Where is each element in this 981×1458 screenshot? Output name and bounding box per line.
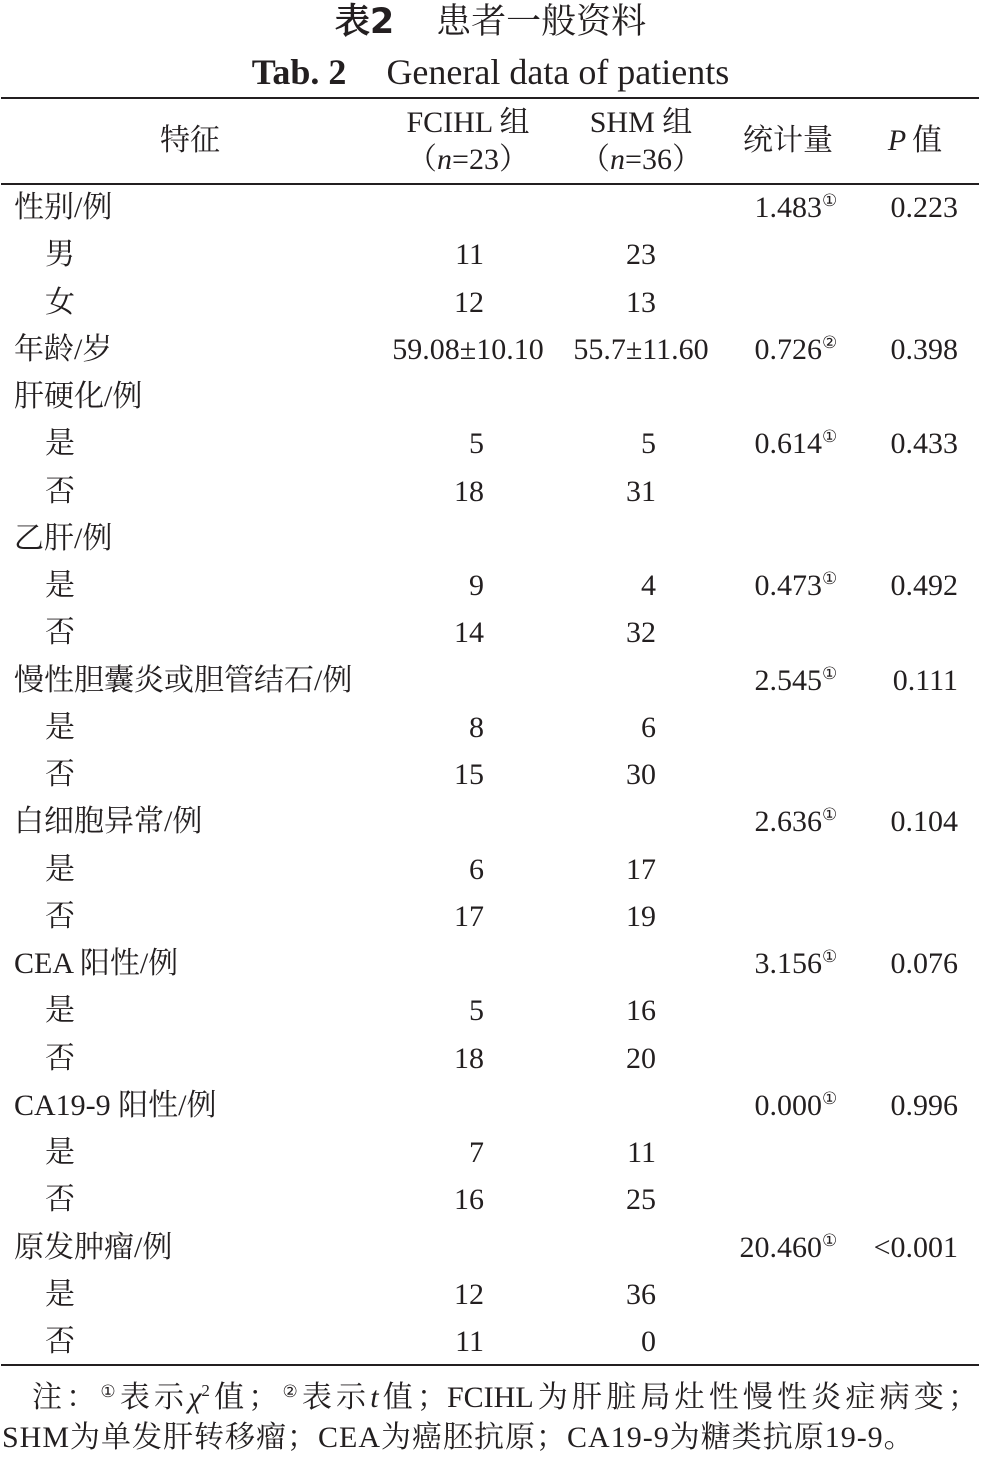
fcihl-value: 12: [454, 285, 484, 319]
statistic-type-mark: ①: [822, 427, 838, 448]
table-body: [0, 184, 981, 1365]
statistic-value: 0.614: [754, 427, 822, 461]
table-row: [0, 468, 981, 515]
table-notes: [2, 1378, 978, 1458]
subcategory-label: 否: [45, 899, 75, 933]
note-fcihl-definition: FCIHL为肝脏局灶性慢性炎症病变；: [446, 1381, 979, 1414]
category-label: 性别/例: [14, 191, 113, 224]
category-label: CEA 阳性/例: [14, 947, 179, 980]
table-row: [0, 1035, 981, 1082]
p-value: 0.076: [890, 947, 958, 980]
fcihl-value: 14: [454, 616, 484, 650]
subcategory-label: 是: [45, 1277, 75, 1311]
table-row: [0, 515, 981, 562]
fcihl-value: 15: [454, 758, 484, 791]
category-label: 乙肝/例: [14, 521, 113, 555]
p-label: 值: [912, 124, 943, 157]
table-row: [0, 1176, 981, 1223]
header-shm-group: [560, 104, 722, 178]
p-value: 0.104: [890, 805, 958, 839]
table-row: [0, 609, 981, 656]
header-shm-count: [560, 141, 722, 178]
statistic-type-mark: ①: [822, 663, 838, 684]
table-row: [0, 1224, 981, 1271]
table-number-chinese: 表2: [334, 2, 395, 42]
note-mark-2: ②: [278, 1382, 302, 1402]
header-fcihl-label: FCIHL 组: [406, 106, 530, 139]
n-variable: n: [610, 143, 626, 176]
statistic-type-mark: ①: [822, 947, 838, 967]
table-row: [0, 893, 981, 940]
statistic-value: 0.000: [754, 1088, 822, 1122]
table-title-chinese: 患者一般资料: [436, 2, 647, 42]
table-number-english: Tab. 2: [251, 52, 347, 92]
table-row: [0, 231, 981, 278]
table-row: [0, 987, 981, 1034]
fcihl-value: 59.08±10.10: [392, 332, 544, 366]
note-line-2: SHM为单发肝转移瘤；CEA为癌胚抗原；CA19-9为糖类抗原19-9。: [2, 1421, 915, 1454]
table-row: [0, 751, 981, 798]
p-value: 0.398: [890, 332, 958, 366]
table-row: [0, 798, 981, 845]
fcihl-value: 8: [469, 710, 484, 744]
fcihl-value: 6: [469, 852, 484, 886]
note-text: 表示: [301, 1381, 371, 1414]
fcihl-value: 9: [469, 569, 484, 602]
p-value: 0.433: [890, 427, 958, 461]
shm-value: 30: [626, 758, 656, 791]
statistic-value: 20.460: [739, 1230, 822, 1264]
shm-value: 13: [626, 285, 656, 319]
subcategory-label: 是: [45, 994, 75, 1028]
subcategory-label: 是: [45, 852, 75, 886]
shm-value: 17: [626, 852, 656, 886]
table-caption-english: [0, 50, 981, 94]
subcategory-label: 否: [45, 474, 75, 508]
header-fcihl-count: [385, 141, 551, 178]
note-line-1: [2, 1378, 978, 1418]
statistic-type-mark: ①: [822, 191, 838, 211]
statistic-value: 1.483: [754, 191, 822, 224]
statistic-cell: [690, 798, 840, 845]
statistic-cell: [690, 1082, 840, 1129]
subcategory-label: 是: [45, 710, 75, 744]
p-variable: P: [887, 124, 907, 157]
chi-power: 2: [201, 1381, 210, 1400]
shm-value: 55.7±11.60: [573, 332, 709, 366]
category-label: 慢性胆囊炎或胆管结石/例: [14, 663, 353, 697]
category-label: CA19-9 阳性/例: [14, 1088, 217, 1122]
table-row: [0, 1082, 981, 1129]
shm-value: 32: [626, 616, 656, 650]
shm-value: 23: [626, 238, 656, 272]
shm-value: 4: [641, 569, 656, 602]
p-value: 0.492: [890, 569, 958, 602]
fcihl-value: 7: [469, 1136, 484, 1169]
table-row: [0, 420, 981, 467]
statistic-value: 2.636: [754, 805, 822, 839]
subcategory-label: 是: [45, 569, 75, 602]
fcihl-value: 11: [455, 1325, 484, 1358]
header-statistic: 统计量: [743, 124, 833, 157]
shm-value: 11: [627, 1136, 656, 1169]
category-label: 原发肿瘤/例: [14, 1230, 173, 1264]
table-row: [0, 373, 981, 420]
statistic-cell: [690, 562, 840, 609]
statistic-cell: [690, 1224, 840, 1271]
table-row: [0, 562, 981, 609]
fcihl-value: 18: [454, 1041, 484, 1075]
fcihl-value: 16: [454, 1183, 484, 1217]
shm-value: 36: [626, 1277, 656, 1311]
statistic-type-mark: ①: [822, 805, 838, 826]
statistic-value: 0.473: [754, 569, 822, 602]
subcategory-label: 否: [45, 758, 75, 791]
statistic-type-mark: ①: [822, 569, 838, 589]
p-value: <0.001: [873, 1230, 958, 1264]
table-caption-chinese: [0, 0, 981, 44]
shm-value: 31: [626, 474, 656, 508]
statistic-cell: [690, 184, 840, 231]
statistic-cell: [690, 420, 840, 467]
category-label: 肝硬化/例: [14, 380, 143, 413]
paren-open: （: [407, 143, 438, 176]
shm-value: 25: [626, 1183, 656, 1217]
note-text: 值；: [209, 1381, 279, 1414]
count-value: =23）: [452, 143, 529, 176]
table-title-english: General data of patients: [386, 52, 730, 92]
statistic-value: 0.726: [754, 332, 822, 366]
shm-value: 0: [641, 1325, 656, 1358]
subcategory-label: 否: [45, 1183, 75, 1217]
table-row: [0, 184, 981, 231]
p-value: 0.111: [892, 663, 958, 697]
note-text: 表示: [119, 1381, 189, 1414]
category-label: 年龄/岁: [14, 332, 113, 366]
t-symbol: t: [370, 1381, 379, 1414]
chi-symbol: χ: [188, 1381, 202, 1414]
header-p-value: [866, 104, 964, 178]
table-row: [0, 1129, 981, 1176]
table-row: [0, 657, 981, 704]
shm-value: 5: [641, 427, 656, 461]
table-row: [0, 704, 981, 751]
subcategory-label: 是: [45, 427, 75, 461]
note-label: 注：: [32, 1381, 101, 1414]
table-row: [0, 279, 981, 326]
count-value: =36）: [625, 143, 702, 176]
n-variable: n: [437, 143, 453, 176]
fcihl-value: 11: [455, 238, 484, 272]
statistic-value: 2.545: [754, 663, 822, 697]
table-row: [0, 326, 981, 373]
shm-value: 20: [626, 1041, 656, 1075]
fcihl-value: 5: [469, 427, 484, 461]
table-row: [0, 1318, 981, 1365]
header-shm-label: SHM 组: [589, 106, 693, 139]
statistic-value: 3.156: [754, 947, 822, 980]
statistic-type-mark: ①: [822, 1088, 838, 1109]
statistic-type-mark: ①: [822, 1230, 838, 1251]
table-header: [0, 99, 981, 183]
note-mark-1: ①: [100, 1382, 120, 1402]
subcategory-label: 是: [45, 1136, 75, 1169]
statistic-cell: [690, 326, 840, 373]
bottom-rule: [1, 1364, 979, 1366]
fcihl-value: 5: [469, 994, 484, 1028]
table-row: [0, 940, 981, 987]
subcategory-label: 否: [45, 1041, 75, 1075]
statistic-cell: [690, 657, 840, 704]
statistic-cell: [690, 940, 840, 987]
table-row: [0, 846, 981, 893]
fcihl-value: 18: [454, 474, 484, 508]
shm-value: 6: [641, 710, 656, 744]
fcihl-value: 17: [454, 899, 484, 933]
note-text: 值；: [378, 1381, 447, 1414]
subcategory-label: 女: [45, 285, 75, 319]
subcategory-label: 否: [45, 1325, 75, 1358]
header-feature: 特征: [160, 124, 220, 157]
p-value: 0.996: [890, 1088, 958, 1122]
table-row: [0, 1271, 981, 1318]
shm-value: 16: [626, 994, 656, 1028]
shm-value: 19: [626, 899, 656, 933]
subcategory-label: 否: [45, 616, 75, 650]
header-fcihl-group: [385, 104, 551, 178]
category-label: 白细胞异常/例: [14, 805, 203, 839]
subcategory-label: 男: [45, 238, 75, 272]
p-value: 0.223: [890, 191, 958, 224]
statistic-type-mark: ②: [822, 332, 838, 353]
fcihl-value: 12: [454, 1277, 484, 1311]
paren-open: （: [580, 143, 611, 176]
